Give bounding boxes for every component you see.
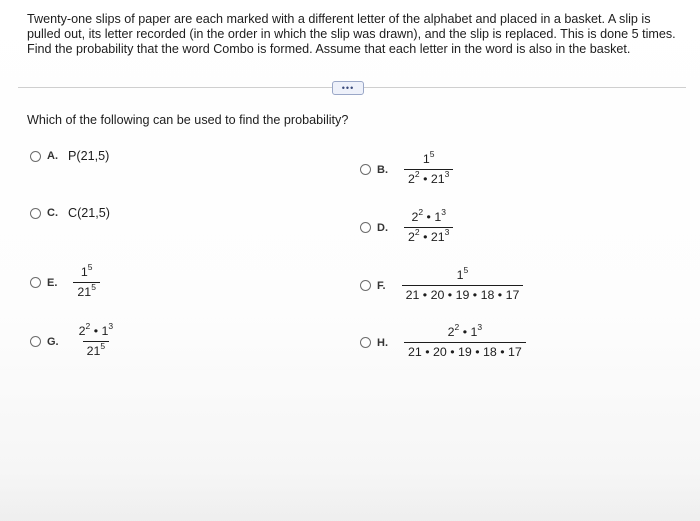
option-c-text: C(21,5) [68,206,110,220]
option-f-numerator: $1^5$ [456,265,469,282]
option-e[interactable] [30,262,100,300]
option-c[interactable] [30,206,110,220]
option-b-numerator: $1^5$ [422,149,435,166]
option-h[interactable] [360,322,526,360]
option-h-letter: H. [377,336,388,349]
option-g-letter: G. [47,335,59,348]
option-h-numerator: $2^2$ • $1^3$ [447,322,483,339]
option-e-numerator: $1^5$ [80,262,93,279]
option-d[interactable] [360,207,453,245]
option-e-fraction [73,262,100,300]
option-h-denominator: 21 • 20 • 19 • 18 • 17 [404,342,526,360]
radio-f[interactable] [360,280,371,291]
radio-h[interactable] [360,337,371,348]
radio-a[interactable] [30,151,41,162]
option-g-denominator: $21^5$ [83,341,110,359]
answer-prompt: Which of the following can be used to find the probability? [27,113,349,127]
option-f-fraction [402,265,524,303]
radio-c[interactable] [30,208,41,219]
option-g[interactable] [30,321,117,359]
option-f-denominator: 21 • 20 • 19 • 18 • 17 [402,285,524,303]
question-text: Twenty-one slips of paper are each marked with a different letter of the alphabet and placed in a basket. A slip is pulled out, its letter recorded (in the order in which the slip was drawn), and the slip is replaced. This is done 5 times. Find the probability that the word Combo is formed. Assume that each letter in the word is also in the basket. [27,12,676,56]
option-d-fraction [404,207,453,245]
radio-b[interactable] [360,164,371,175]
radio-d[interactable] [360,222,371,233]
radio-g[interactable] [30,336,41,347]
option-b-denominator: $2^2$ • $21^3$ [404,169,453,187]
bottom-shade [0,470,700,521]
option-b[interactable] [360,149,453,187]
option-b-letter: B. [377,163,388,176]
option-a-text: P(21,5) [68,149,110,163]
option-f-letter: F. [377,279,386,292]
option-e-letter: E. [47,276,58,289]
option-g-numerator: $2^2$ • $1^3$ [78,321,114,338]
option-b-fraction [404,149,453,187]
option-g-fraction [75,321,118,359]
expand-more-button[interactable]: ••• [332,81,364,95]
option-h-fraction [404,322,526,360]
option-e-denominator: $21^5$ [73,282,100,300]
option-a[interactable] [30,149,109,163]
radio-e[interactable] [30,277,41,288]
option-d-letter: D. [377,221,388,234]
option-a-letter: A. [47,150,58,162]
option-d-denominator: $2^2$ • $21^3$ [404,227,453,245]
option-c-letter: C. [47,207,58,219]
option-f[interactable] [360,265,523,303]
option-d-numerator: $2^2$ • $1^3$ [411,207,446,224]
